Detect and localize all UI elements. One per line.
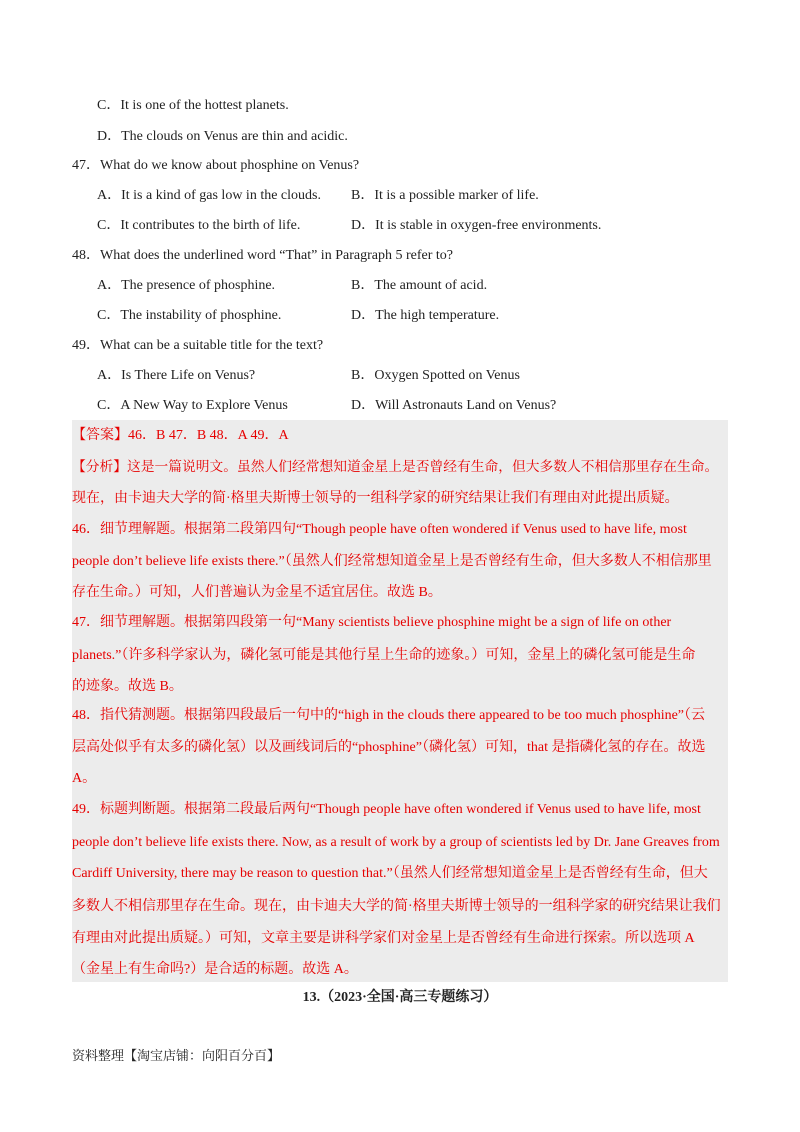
analysis-line: 有理由对此提出质疑。）可知，文章主要是讲科学家们对金星上是否曾经有生命进行探索。所以选项 A: [72, 931, 695, 946]
analysis-line: 层高处似乎有太多的磷化氢）以及画线词后的“phosphine”（磷化氢）可知，that 是指磷化氢的存在。故选: [72, 740, 706, 755]
analysis-line: 存在生命。）可知，人们普遍认为金星不适宜居住。故选 B。: [72, 585, 442, 600]
analysis-line: A。: [72, 771, 97, 786]
analysis-line: 48．指代猜测题。根据第四段最后一句中的“high in the clouds there appeared to be too much phosphine”（云: [72, 708, 706, 723]
q48-option-b: B．The amount of acid.: [351, 278, 488, 293]
analysis-line: people don’t believe life exists there.”（虽然人们经常想知道金星上是否曾经有生命，但大多数人不相信那里: [72, 554, 712, 569]
q48-option-a: A．The presence of phosphine.: [97, 278, 276, 293]
q47-option-d: D．It is stable in oxygen-free environments.: [351, 218, 602, 233]
q46-option-c: C．It is one of the hottest planets.: [97, 98, 289, 113]
page-footer: 资料整理【淘宝店铺：向阳百分百】: [72, 1049, 281, 1064]
analysis-line: 47．细节理解题。根据第四段第一句“Many scientists believe phosphine might be a sign of life on other: [72, 615, 672, 630]
analysis-line: people don’t believe life exists there. Now, as a result of work by a group of scientists led by Dr. Jane Greaves from: [72, 835, 720, 850]
answer-analysis-block: [72, 420, 728, 982]
answer-key-line: 【答案】46．B 47．B 48．A 49．A: [72, 428, 289, 443]
q47-option-b: B．It is a possible marker of life.: [351, 188, 539, 203]
analysis-line: 现在，由卡迪夫大学的简·格里夫斯博士领导的一组科学家的研究结果让我们有理由对此提出质疑。: [72, 491, 679, 506]
q49-option-d: D．Will Astronauts Land on Venus?: [351, 398, 557, 413]
next-question-heading: 13.（2023·全国·高三专题练习）: [302, 990, 498, 1005]
q47-stem: 47．What do we know about phosphine on Venus?: [72, 158, 360, 173]
analysis-line: 46．细节理解题。根据第二段第四句“Though people have often wondered if Venus used to have life, most: [72, 522, 687, 537]
q46-option-d: D．The clouds on Venus are thin and acidic.: [97, 129, 348, 144]
analysis-line: 的迹象。故选 B。: [72, 679, 183, 694]
q48-stem: 48．What does the underlined word “That” in Paragraph 5 refer to?: [72, 248, 453, 263]
q47-option-a: A．It is a kind of gas low in the clouds.: [97, 188, 321, 203]
q49-option-c: C．A New Way to Explore Venus: [97, 398, 288, 413]
q48-option-c: C．The instability of phosphine.: [97, 308, 282, 323]
q49-stem: 49．What can be a suitable title for the text?: [72, 338, 324, 353]
analysis-line: （金星上有生命吗?）是合适的标题。故选 A。: [72, 962, 358, 977]
analysis-line: 【分析】这是一篇说明文。虽然人们经常想知道金星上是否曾经有生命，但大多数人不相信那里存在生命。: [72, 459, 719, 474]
analysis-line: Cardiff University, there may be reason to question that.”（虽然人们经常想知道金星上是否曾经有生命，但大: [72, 866, 708, 881]
analysis-line: planets.”（许多科学家认为，磷化氢可能是其他行星上生命的迹象。）可知，金星上的磷化氢可能是生命: [72, 648, 696, 663]
q49-option-a: A．Is There Life on Venus?: [97, 368, 256, 383]
q48-option-d: D．The high temperature.: [351, 308, 500, 323]
analysis-line: 49．标题判断题。根据第二段最后两句“Though people have often wondered if Venus used to have life, most: [72, 802, 701, 817]
q49-option-b: B．Oxygen Spotted on Venus: [351, 368, 520, 383]
q47-option-c: C．It contributes to the birth of life.: [97, 218, 301, 233]
analysis-line: 多数人不相信那里存在生命。现在，由卡迪夫大学的简·格里夫斯博士领导的一组科学家的研究结果让我们: [72, 899, 721, 914]
